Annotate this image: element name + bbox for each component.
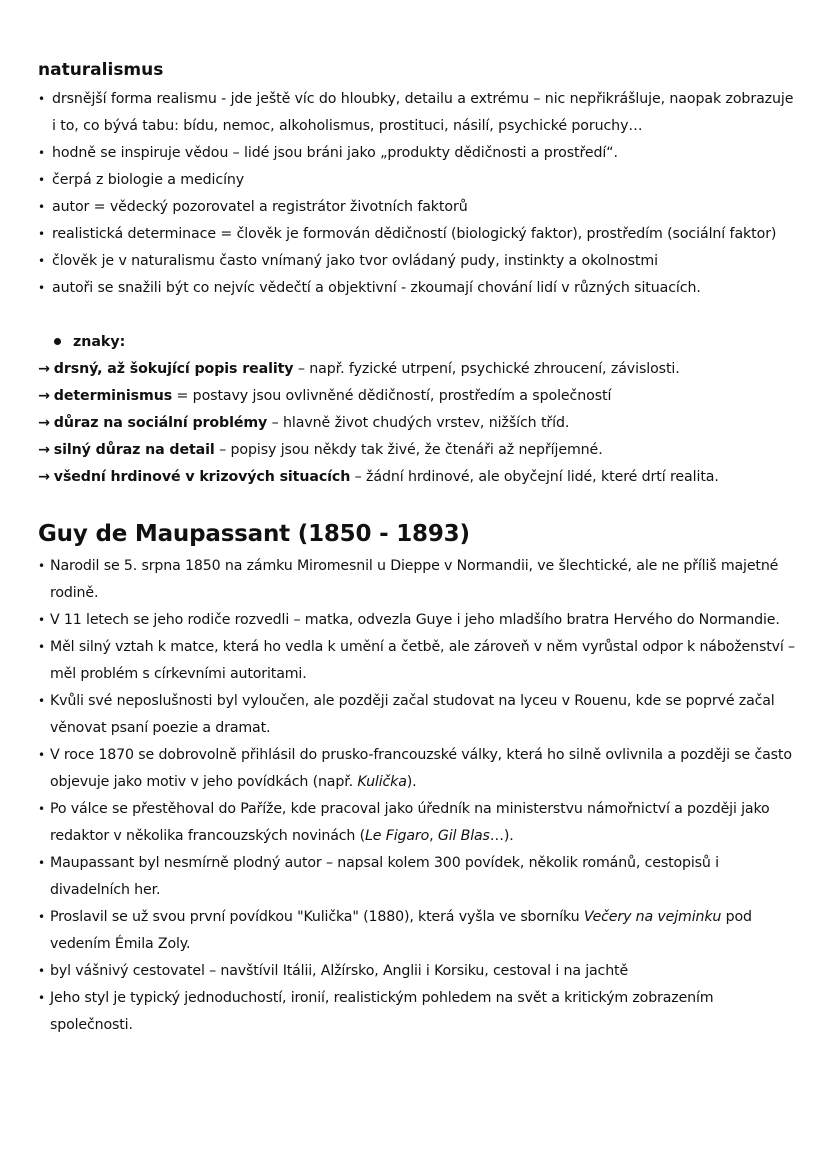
arrow-right-icon: → xyxy=(38,361,50,377)
sign-term: drsný, až šokující popis reality xyxy=(53,361,294,377)
sign-description: – např. fyzické utrpení, psychické zhroucení, závislosti. xyxy=(293,361,680,377)
sign-item xyxy=(38,356,798,383)
bullet-dot-icon xyxy=(54,338,61,345)
sign-item xyxy=(38,464,798,491)
naturalism-bullet: • realistická determinace = člověk je formován dědičností (biologický faktor), prostředím (sociální faktor) xyxy=(38,221,798,248)
signs-list xyxy=(38,356,798,491)
sign-description: = postavy jsou ovlivněné dědičností, prostředím a společností xyxy=(172,388,612,404)
bio-text: Proslavil se už svou první povídkou "Kulička" (1880), která vyšla ve sborníku xyxy=(50,909,584,925)
sign-description: – hlavně život chudých vrstev, nižších tříd. xyxy=(267,415,570,431)
bio-bullet xyxy=(38,742,798,796)
bio-bullet xyxy=(38,958,798,985)
bio-text: Kvůli své neposlušnosti byl vyloučen, ale později začal studovat na lyceu v Rouenu, kde se poprvé začal věnovat psaní poezie a dramat. xyxy=(50,693,775,736)
bio-text: Narodil se 5. srpna 1850 na zámku Miromesnil u Dieppe v Normandii, ve šlechtické, ale ne příliš majetné rodině. xyxy=(50,558,779,601)
sign-term: důraz na sociální problémy xyxy=(53,415,268,431)
work-title: Gil Blas xyxy=(437,828,490,844)
bio-bullet xyxy=(38,634,798,688)
sign-term: determinismus xyxy=(53,388,173,404)
signs-heading xyxy=(38,328,798,356)
bio-text: …). xyxy=(489,828,514,844)
arrow-right-icon: → xyxy=(38,415,50,431)
sign-term: silný důraz na detail xyxy=(53,442,215,458)
bio-bullet xyxy=(38,850,798,904)
naturalism-bullet: • autoři se snažili být co nejvíc vědečtí a objektivní - zkoumají chování lidí v různých situacích. xyxy=(38,275,798,302)
bio-text: Jeho styl je typický jednoduchostí, ironií, realistickým pohledem na svět a kritickým zobrazením společnosti. xyxy=(50,990,714,1033)
document-page xyxy=(38,58,798,1039)
bio-bullet xyxy=(38,688,798,742)
naturalism-bullet: • člověk je v naturalismu často vnímaný jako tvor ovládaný pudy, instinkty a okolnostmi xyxy=(38,248,798,275)
naturalism-title: naturalismus xyxy=(38,60,164,80)
sign-description: – popisy jsou někdy tak živé, že čtenáři až nepříjemné. xyxy=(214,442,603,458)
naturalism-bullet: • autor = vědecký pozorovatel a registrátor životních faktorů xyxy=(38,194,798,221)
bio-text: V 11 letech se jeho rodiče rozvedli – matka, odvezla Guye i jeho mladšího bratra Hervého do Normandie. xyxy=(50,612,780,628)
sign-description: – žádní hrdinové, ale obyčejní lidé, které drtí realita. xyxy=(350,469,719,485)
bio-bullet xyxy=(38,796,798,850)
bio-text: ). xyxy=(406,774,417,790)
bio-text: , xyxy=(429,828,438,844)
bio-text: Měl silný vztah k matce, která ho vedla k umění a četbě, ale zároveň v něm vyrůstal odpor k náboženství – měl problém s církevními autoritami. xyxy=(50,639,795,682)
sign-item xyxy=(38,410,798,437)
sign-item xyxy=(38,437,798,464)
signs-heading-label: znaky: xyxy=(73,334,126,350)
bio-text: pod vedením Émila Zoly. xyxy=(50,909,752,952)
bio-text: Maupassant byl nesmírně plodný autor – napsal kolem 300 povídek, několik románů, cestopisů i divadelních her. xyxy=(50,855,719,898)
author-bio-list xyxy=(38,553,798,1039)
arrow-right-icon: → xyxy=(38,469,50,485)
bio-text: byl vášnivý cestovatel – navštívil Itálii, Alžírsko, Anglii i Korsiku, cestoval i na jachtě xyxy=(50,963,629,979)
sign-term: všední hrdinové v krizových situacích xyxy=(53,469,351,485)
bio-bullet xyxy=(38,607,798,634)
bio-bullet xyxy=(38,904,798,958)
bio-bullet xyxy=(38,553,798,607)
author-title: Guy de Maupassant (1850 - 1893) xyxy=(38,521,470,547)
arrow-right-icon: → xyxy=(38,388,50,404)
bio-text: Po válce se přestěhoval do Paříže, kde pracoval jako úředník na ministerstvu námořnictví a později jako redaktor v několika francouzských novinách ( xyxy=(50,801,770,844)
work-title: Le Figaro xyxy=(365,828,430,844)
naturalism-bullet: • hodně se inspiruje vědou – lidé jsou bráni jako „produkty dědičnosti a prostředí“. xyxy=(38,140,798,167)
naturalism-bullet: • čerpá z biologie a medicíny xyxy=(38,167,798,194)
arrow-right-icon: → xyxy=(38,442,50,458)
naturalism-bullet: • drsnější forma realismu - jde ještě víc do hloubky, detailu a extrému – nic nepřikrášluje, naopak zobrazuje i to, co bývá tabu: bídu, nemoc, alkoholismus, prostituci, násilí, psychické poruchy… xyxy=(38,86,798,140)
sign-item xyxy=(38,383,798,410)
work-title: Kulička xyxy=(357,774,407,790)
work-title: Večery na vejminku xyxy=(583,909,722,925)
naturalism-bullet-list xyxy=(38,86,798,302)
bio-text: V roce 1870 se dobrovolně přihlásil do prusko-francouzské války, která ho silně ovlivnila a později se často objevuje jako motiv v jeho povídkách (např. xyxy=(50,747,792,790)
bio-bullet xyxy=(38,985,798,1039)
